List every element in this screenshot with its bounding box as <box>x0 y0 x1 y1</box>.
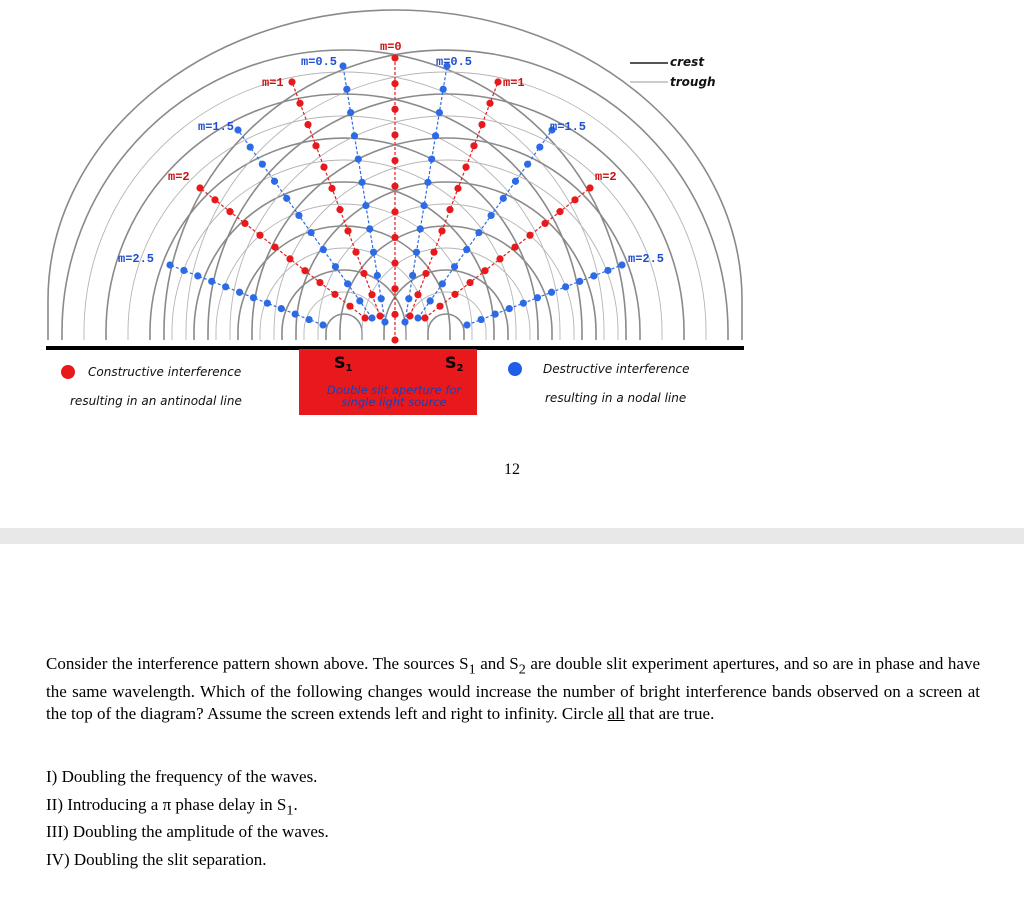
nodal-point <box>381 318 388 325</box>
nodal-point <box>506 305 513 312</box>
nodal-point <box>347 109 354 116</box>
nodal-point <box>339 62 346 69</box>
antinodal-point <box>304 121 311 128</box>
antinodal-point <box>391 183 398 190</box>
nodal-point <box>247 143 254 150</box>
nodal-point <box>292 310 299 317</box>
option-iv: IV) Doubling the slit separation. <box>46 849 267 869</box>
nodal-point <box>604 267 611 274</box>
destructive-legend-line1: Destructive interference <box>543 362 690 376</box>
nodal-point <box>259 161 266 168</box>
antinodal-point <box>391 234 398 241</box>
nodal-point <box>250 294 257 301</box>
nodal-point <box>343 86 350 93</box>
wavefront-arc-s1 <box>128 116 560 340</box>
constructive-legend-line2: resulting in an antinodal line <box>70 394 242 408</box>
antinodal-point <box>556 208 563 215</box>
antinodal-point <box>368 291 375 298</box>
order-label-left-1: m=1 <box>262 76 284 90</box>
nodal-point <box>344 280 351 287</box>
antinodal-point <box>414 291 421 298</box>
nodal-point <box>409 272 416 279</box>
antinodal-point <box>286 255 293 262</box>
nodal-point <box>358 179 365 186</box>
antinodal-point <box>421 314 428 321</box>
nodal-line-m1-5-left <box>238 130 372 318</box>
antinodal-point <box>241 220 248 227</box>
antinodal-point <box>196 184 203 191</box>
antinodal-point <box>331 291 338 298</box>
antinodal-point <box>336 206 343 213</box>
antinodal-point <box>226 208 233 215</box>
antinodal-point <box>451 291 458 298</box>
nodal-point <box>320 246 327 253</box>
nodal-point <box>194 272 201 279</box>
nodal-point <box>536 143 543 150</box>
destructive-legend-line2: resulting in a nodal line <box>545 391 687 405</box>
nodal-point <box>562 283 569 290</box>
page-number: 12 <box>504 461 520 478</box>
antinodal-point <box>430 249 437 256</box>
wavefront-arc-s1 <box>326 314 362 340</box>
antinodal-point <box>486 100 493 107</box>
nodal-point <box>271 178 278 185</box>
antinodal-point <box>312 142 319 149</box>
nodal-point <box>420 202 427 209</box>
underlined-word: all <box>607 704 625 724</box>
antinodal-point <box>586 184 593 191</box>
wavefront-arc-s1 <box>260 248 428 340</box>
antinodal-point <box>391 131 398 138</box>
nodal-point <box>378 295 385 302</box>
option-iii: III) Doubling the amplitude of the waves. <box>46 822 329 841</box>
antinodal-point <box>454 185 461 192</box>
antinodal-point <box>436 303 443 310</box>
aperture-caption-line2: single light source <box>341 395 447 409</box>
nodal-point <box>500 195 507 202</box>
destructive-legend-dot <box>508 362 522 376</box>
wavefront-arc-s2 <box>362 248 530 340</box>
nodal-point <box>417 225 424 232</box>
antinodal-point <box>438 227 445 234</box>
antinodal-point <box>352 249 359 256</box>
nodal-point <box>520 300 527 307</box>
constructive-legend-dot <box>61 365 75 379</box>
nodal-point <box>278 305 285 312</box>
nodal-point <box>307 229 314 236</box>
antinodal-point <box>511 243 518 250</box>
nodal-point <box>368 314 375 321</box>
nodal-point <box>475 229 482 236</box>
antinodal-point <box>256 232 263 239</box>
nodal-point <box>405 295 412 302</box>
antinodal-point <box>422 270 429 277</box>
page-separator <box>0 528 1024 544</box>
antinodal-point <box>288 78 295 85</box>
nodal-point <box>534 294 541 301</box>
nodal-point <box>463 246 470 253</box>
nodal-point <box>180 267 187 274</box>
antinodal-point <box>361 314 368 321</box>
antinodal-point <box>481 267 488 274</box>
nodal-point <box>590 272 597 279</box>
aperture-caption-line1: Double slit aperture for <box>326 383 462 397</box>
nodal-point <box>208 278 215 285</box>
nodal-point <box>428 155 435 162</box>
order-label-right-2: m=2 <box>595 170 617 184</box>
antinodal-point <box>571 196 578 203</box>
nodal-point <box>524 161 531 168</box>
order-label-left-1-5: m=1.5 <box>198 120 235 134</box>
antinodal-point <box>391 208 398 215</box>
antinodal-point <box>470 142 477 149</box>
interference-diagram <box>0 0 1024 420</box>
order-label-right-1-5: m=1.5 <box>550 120 587 134</box>
order-label-left-2: m=2 <box>168 170 190 184</box>
antinodal-point <box>496 255 503 262</box>
antinodal-point <box>391 106 398 113</box>
nodal-point <box>166 261 173 268</box>
nodal-point <box>366 225 373 232</box>
trough-legend-label: trough <box>670 75 716 89</box>
antinodal-point <box>541 220 548 227</box>
nodal-point <box>222 283 229 290</box>
wavefront-arc-s2 <box>230 116 665 340</box>
nodal-point <box>512 178 519 185</box>
antinodal-point <box>360 270 367 277</box>
antinodal-point <box>478 121 485 128</box>
nodal-point <box>618 261 625 268</box>
nodal-point <box>401 318 408 325</box>
antinodal-point <box>391 259 398 266</box>
nodal-point <box>362 202 369 209</box>
antinodal-point <box>406 312 413 319</box>
nodal-point <box>487 212 494 219</box>
antinodal-point <box>346 303 353 310</box>
nodal-point <box>440 86 447 93</box>
nodal-point <box>463 321 470 328</box>
question-text: Consider the interference pattern shown above. The sources $S_1$ and $S_2$ are double slit experiment apertures, and so are in phase and have the same wavelength. Which of the following changes would increase the number of bright interference bands observed on a screen at the top of the diagram? Assume the screen extends left and right to infinity. Circle all that are true. <box>46 654 981 724</box>
nodal-point <box>451 263 458 270</box>
antinodal-point <box>211 196 218 203</box>
antinodal-point <box>376 312 383 319</box>
nodal-point <box>305 316 312 323</box>
antinodal-point <box>391 285 398 292</box>
nodal-point <box>374 272 381 279</box>
antinodal-point <box>296 100 303 107</box>
antinodal-point <box>494 78 501 85</box>
antinodal-point <box>391 80 398 87</box>
order-label-left-0-5: m=0.5 <box>301 55 338 69</box>
nodal-point <box>283 195 290 202</box>
antinodal-point <box>526 232 533 239</box>
nodal-point <box>351 132 358 139</box>
crest-legend-label: crest <box>670 55 705 69</box>
source-s1-label: S1 <box>334 353 353 374</box>
order-label-left-2-5: m=2.5 <box>118 252 155 266</box>
order-label-right-0-5: m=0.5 <box>436 55 473 69</box>
nodal-point <box>319 321 326 328</box>
nodal-point <box>356 297 363 304</box>
nodal-point <box>548 289 555 296</box>
nodal-point <box>264 300 271 307</box>
nodal-point <box>427 297 434 304</box>
nodal-point <box>355 155 362 162</box>
nodal-point <box>436 109 443 116</box>
antinodal-point <box>316 279 323 286</box>
constructive-legend-line1: Constructive interference <box>88 365 242 379</box>
source-s2-label: S2 <box>445 353 464 374</box>
order-label-m0: m=0 <box>380 40 402 54</box>
option-ii: II) Introducing a π phase delay in $S_1$. <box>46 794 298 818</box>
antinodal-point <box>271 243 278 250</box>
nodal-line-m1-5-right <box>418 130 552 318</box>
nodal-point <box>477 316 484 323</box>
nodal-point <box>236 289 243 296</box>
nodal-point <box>370 249 377 256</box>
antinodal-point <box>391 54 398 61</box>
nodal-point <box>234 126 241 133</box>
nodal-point <box>432 132 439 139</box>
order-label-right-2-5: m=2.5 <box>628 252 665 266</box>
antinodal-point <box>320 163 327 170</box>
antinodal-point <box>328 185 335 192</box>
answer-options <box>46 766 329 876</box>
nodal-point <box>332 263 339 270</box>
nodal-point <box>413 249 420 256</box>
option-i: I) Doubling the frequency of the waves. <box>46 767 318 786</box>
order-label-right-1: m=1 <box>503 76 525 90</box>
nodal-point <box>414 314 421 321</box>
antinodal-point <box>301 267 308 274</box>
antinodal-point <box>391 157 398 164</box>
wavefront-arc-s2 <box>428 314 464 340</box>
nodal-point <box>492 310 499 317</box>
nodal-point <box>576 278 583 285</box>
antinodal-point <box>462 163 469 170</box>
antinodal-point <box>391 336 398 343</box>
antinodal-point <box>391 311 398 318</box>
antinodal-point <box>446 206 453 213</box>
antinodal-point <box>466 279 473 286</box>
nodal-point <box>424 179 431 186</box>
antinodal-point <box>344 227 351 234</box>
nodal-point <box>439 280 446 287</box>
nodal-point <box>295 212 302 219</box>
